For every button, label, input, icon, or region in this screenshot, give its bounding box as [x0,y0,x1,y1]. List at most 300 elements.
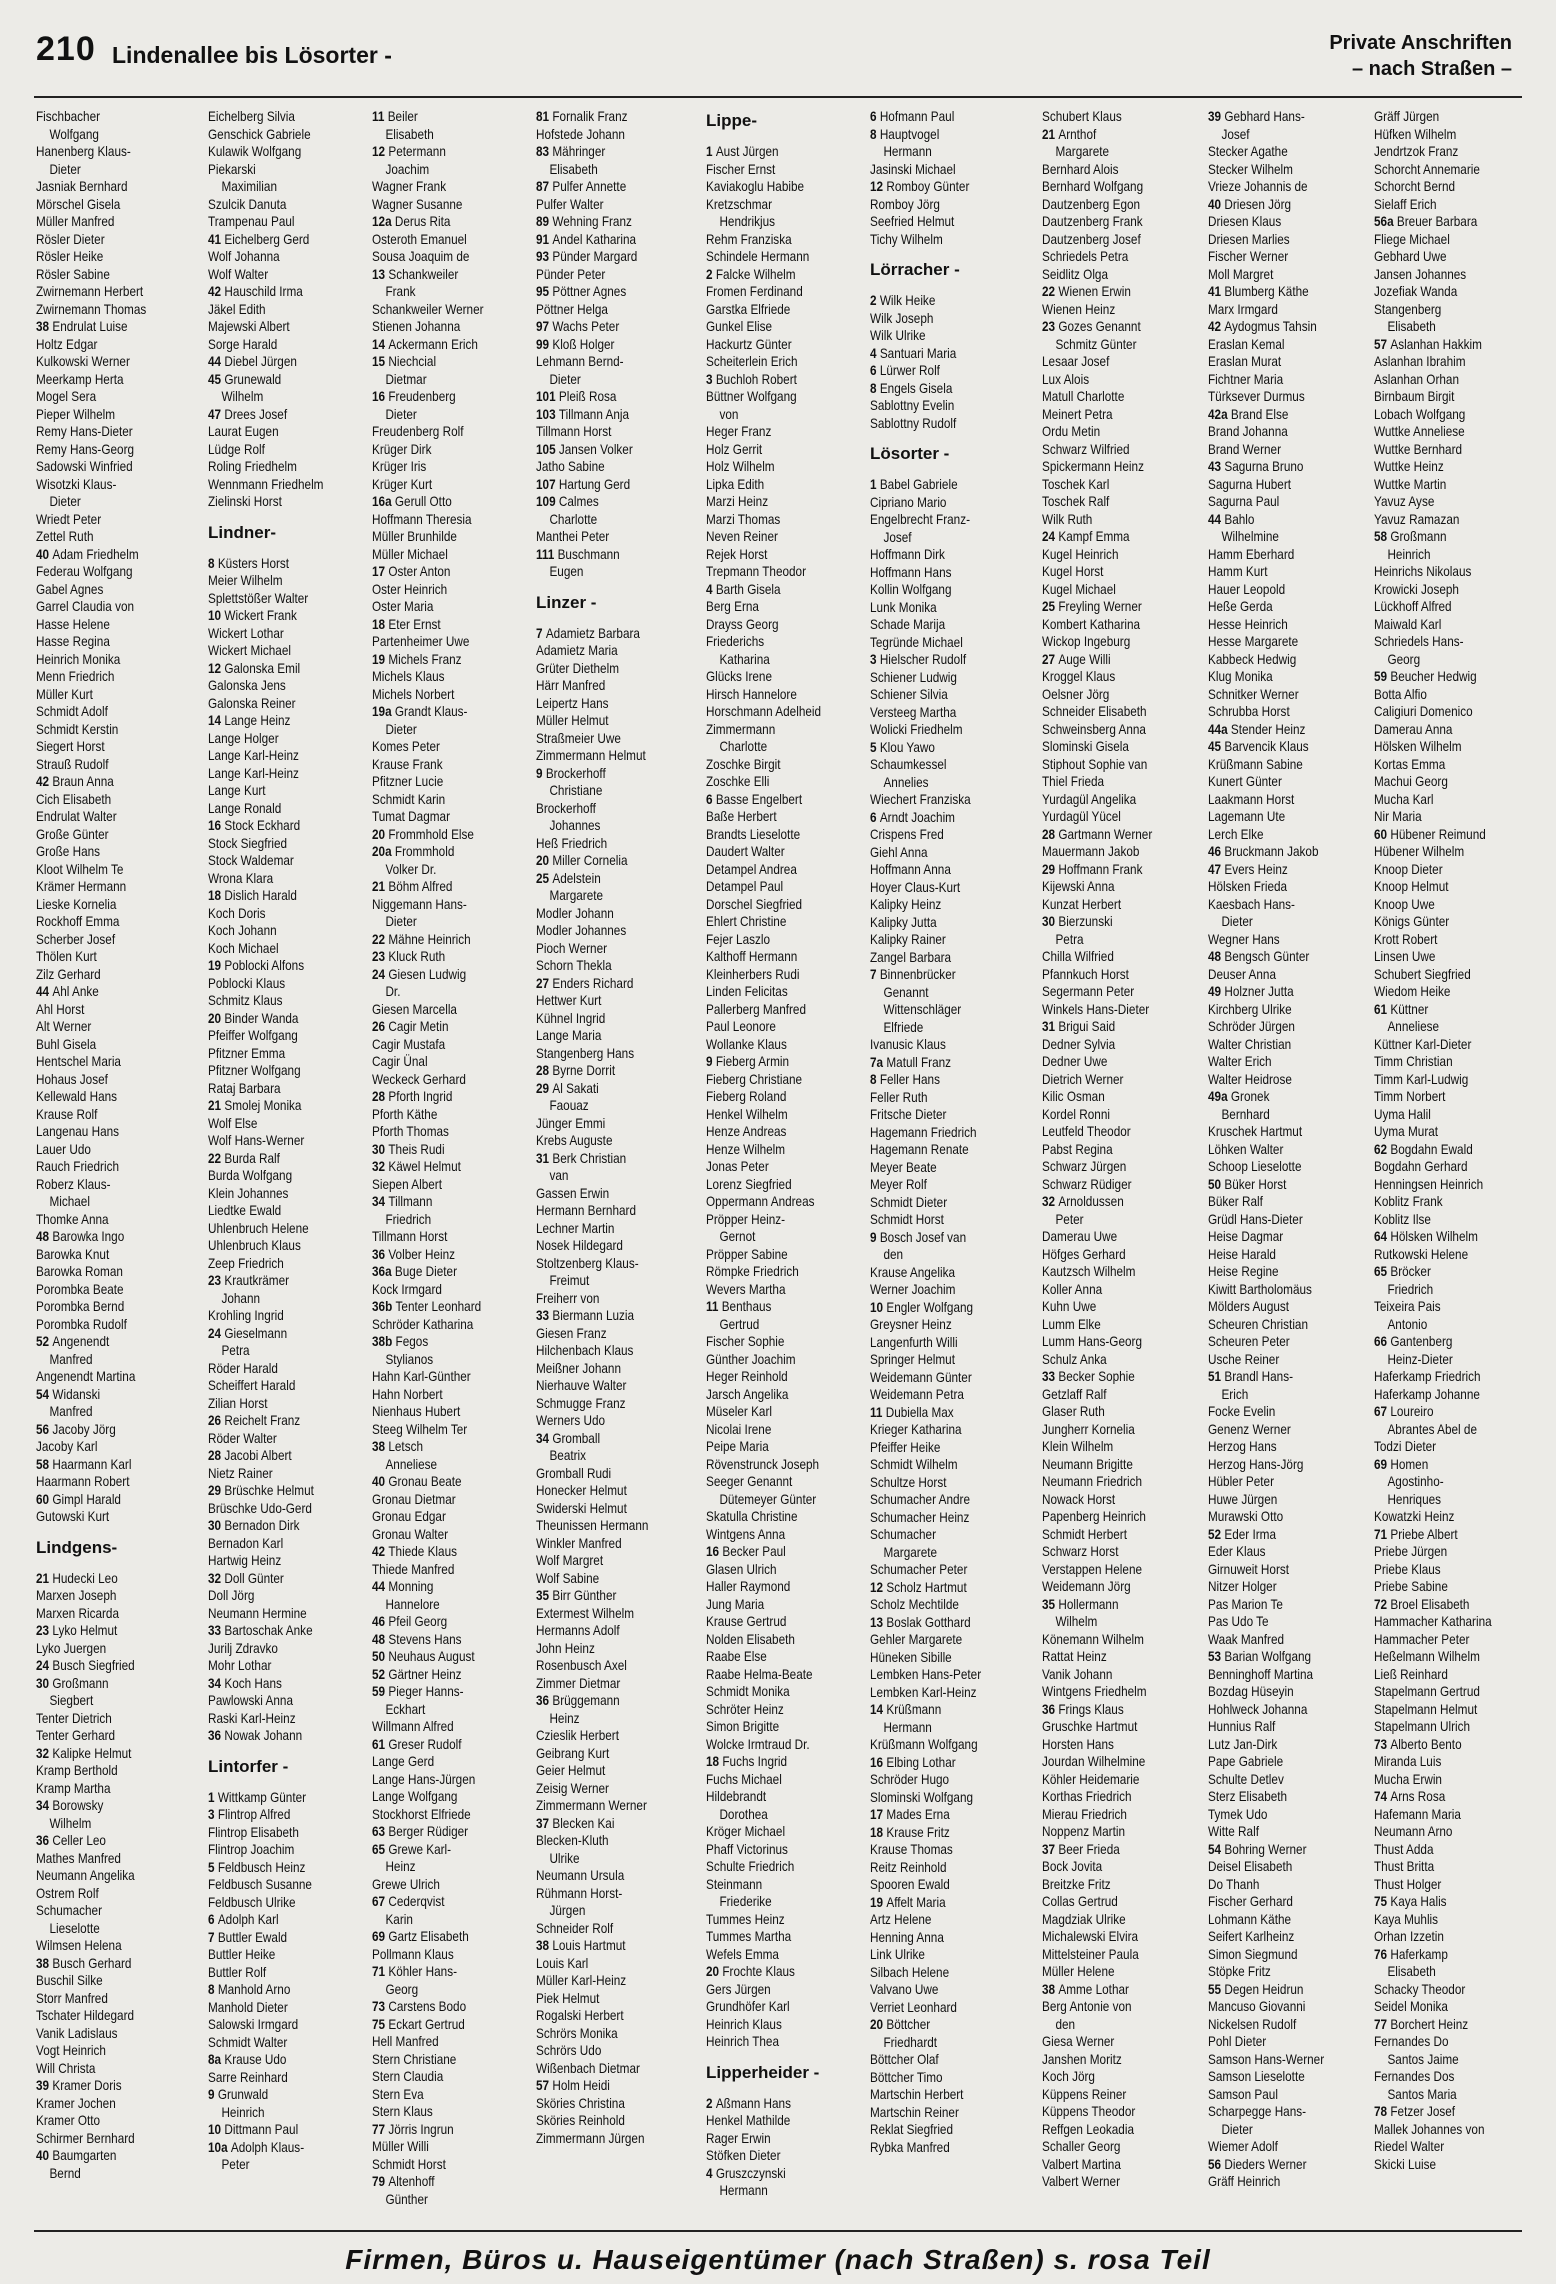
entry-continuation: Hermann [883,143,932,159]
resident-entry: 29 Hoffmann Frank [1042,860,1143,877]
resident-entry: Meißner Johann [536,1359,621,1376]
resident-entry: Tillmann Horst [536,423,612,439]
resident-entry: 23 Gozes Genannt [1042,318,1141,334]
house-number: 51 [1208,1368,1225,1384]
resident-entry: Hohlweck Johanna [1208,1700,1308,1717]
resident-entry: 9 Brockerhoff [536,764,606,781]
entry-continuation: Elisabeth [549,160,598,177]
house-number: 77 [372,2120,389,2137]
resident-entry: Henze Wilhelm [706,1140,786,1157]
resident-entry: Scherber Josef [36,930,116,947]
resident-entry: Winkels Hans-Dieter [1042,1000,1150,1017]
resident-entry: Splettstößer Walter [208,589,309,606]
resident-entry: 10 Wickert Frank [208,607,297,623]
house-number: 3 [706,370,716,387]
resident-entry: 42 Hauschild Irma [208,283,303,299]
house-number: 16a [372,493,395,509]
house-number: 25 [536,869,553,886]
house-number: 67 [1374,1403,1391,1419]
resident-entry: 3 Buchloh Robert [706,370,797,387]
resident-entry: 4 Santuari Maria [870,344,957,361]
directory-column [706,108,868,2200]
resident-entry: Grüdl Hans-Dieter [1208,1210,1303,1227]
resident-entry: 20 Frommhold Else [372,825,474,842]
resident-entry: Brockerhoff [536,799,596,816]
resident-entry: Krüger Kurt [372,475,433,492]
street-heading: Lörracher - [870,260,960,279]
resident-entry: Dorschel Siegfried [706,895,803,912]
spacer [208,1745,370,1754]
resident-entry: 67 Cederqvist [372,1893,445,1909]
resident-entry: Schröter Heinz [706,1700,784,1717]
resident-entry: Mittelsteiner Paula [1042,1945,1139,1962]
resident-entry: Brandts Lieselotte [706,825,801,842]
resident-entry: Piekarski [208,160,256,177]
resident-entry: Ivanusic Klaus [870,1036,946,1052]
entry-continuation: Stylianos [385,1350,434,1367]
house-number: 60 [36,1490,53,1507]
resident-entry: 93 Pünder Margard [536,248,638,264]
resident-entry: Priebe Jürgen [1374,1543,1448,1559]
resident-entry: 25 Adelstein [536,869,601,886]
resident-entry: Kiwitt Bartholomäus [1208,1280,1312,1297]
resident-entry: 32 Arnoldussen [1042,1193,1124,1209]
resident-entry: Huwe Jürgen [1208,1490,1278,1507]
resident-entry: Lumm Elke [1042,1315,1101,1332]
resident-entry: Kaya Muhlis [1374,1910,1439,1927]
resident-entry: Wintgens Anna [706,1525,786,1542]
resident-entry: 23 Lyko Helmut [36,1622,118,1638]
resident-entry: Do Thanh [1208,1875,1260,1892]
resident-entry: Hofstede Johann [536,125,625,142]
resident-entry: Kramp Berthold [36,1762,118,1778]
house-number: 15 [372,353,389,369]
resident-entry: 30 Bierzunski [1042,913,1113,929]
resident-entry: Seidlitz Olga [1042,265,1109,282]
resident-entry: Schmitz Klaus [208,992,283,1008]
house-number: 31 [536,1149,553,1166]
entry-continuation: Dieter [385,913,417,929]
resident-entry: 101 Pleiß Rosa [536,388,617,404]
resident-entry: Gronau Walter [372,1525,449,1542]
resident-entry: 2 Aßmann Hans [706,2094,791,2111]
resident-entry: Tenter Dietrich [36,1709,112,1726]
resident-entry: Thölen Kurt [36,948,97,964]
resident-entry: Zeisig Werner [536,1779,609,1796]
resident-entry: Schrubba Horst [1208,703,1290,719]
house-number: 28 [536,1062,553,1078]
resident-entry: Jendrtzok Franz [1374,143,1459,159]
resident-entry: 37 Blecken Kai [536,1814,615,1831]
house-number: 42 [208,283,225,299]
resident-entry: Buttler Heike [208,1946,276,1962]
resident-entry: Oelsner Jörg [1042,685,1110,702]
resident-entry: 34 Borowsky [36,1797,104,1813]
house-number: 36 [536,1692,553,1708]
resident-entry: Valbert Martina [1042,2155,1121,2172]
resident-entry: Segermann Peter [1042,983,1135,999]
house-number: 30 [372,1140,389,1157]
resident-entry: Hildebrandt [706,1788,767,1804]
resident-entry: Driesen Klaus [1208,213,1282,229]
resident-entry: Schoop Lieselotte [1208,1158,1302,1174]
resident-entry: Uhlenbruch Klaus [208,1237,301,1253]
resident-entry: Buhl Gisela [36,1035,97,1052]
resident-entry: Getzlaff Ralf [1042,1385,1107,1402]
resident-entry: Hermanns Adolf [536,1622,620,1638]
entry-continuation: Georg [1387,650,1421,667]
resident-entry: Tschater Hildegard [36,2007,135,2023]
resident-entry: Laakmann Horst [1208,790,1295,807]
resident-entry: Zettel Ruth [36,528,94,544]
resident-entry: Seefried Helmut [870,213,955,229]
resident-entry: Grundhöfer Karl [706,1998,790,2014]
resident-entry: Römpke Friedrich [706,1263,799,1279]
resident-entry: 8a Krause Udo [208,2051,287,2067]
resident-entry: 20a Frommhold [372,843,455,859]
house-number: 9 [536,764,546,781]
resident-entry: Tummes Heinz [706,1910,785,1927]
resident-entry: Pröpper Sabine [706,1245,788,1262]
house-number: 26 [208,1412,225,1428]
resident-entry: Miranda Luis [1374,1753,1442,1769]
resident-entry: 52 Eder Irma [1208,1525,1276,1542]
resident-entry: Heßelmann Wilhelm [1374,1648,1480,1664]
resident-entry: 9 Bosch Josef van [870,1228,967,1245]
resident-entry: Martschin Reiner [870,2103,959,2120]
resident-entry: Nickelsen Rudolf [1208,2015,1297,2032]
resident-entry: 21 Böhm Alfred [372,878,453,894]
house-number: 38 [36,318,53,334]
resident-entry: Bogdahn Gerhard [1374,1158,1468,1174]
resident-entry: 74 Arns Rosa [1374,1788,1446,1804]
resident-entry: Weidemann Jörg [1042,1578,1131,1594]
resident-entry: Müller Kurt [36,685,93,702]
resident-entry: 73 Alberto Bento [1374,1735,1462,1752]
resident-entry: Heger Reinhold [706,1368,788,1384]
resident-entry: Henkel Mathilde [706,2112,791,2128]
resident-entry: 30 Theis Rudi [372,1140,445,1157]
resident-entry: 62 Bogdahn Ewald [1374,1140,1473,1157]
resident-entry: Sköries Reinhold [536,2112,625,2128]
entry-continuation: den [1055,2015,1076,2032]
resident-entry: Rösler Sabine [36,265,110,282]
resident-entry: 17 Mades Erna [870,1806,950,1822]
resident-entry: Rösler Heike [36,248,104,264]
resident-entry: Kellewald Hans [36,1088,118,1104]
resident-entry: Müller Manfred [36,213,115,229]
resident-entry: Schröder Jürgen [1208,1018,1295,1034]
resident-entry: Müller Willi [372,2138,429,2154]
resident-entry: 18 Krause Fritz [870,1823,950,1840]
resident-entry: Nowack Horst [1042,1490,1116,1507]
resident-entry: Rager Erwin [706,2129,771,2146]
resident-entry: Siegert Horst [36,738,105,754]
resident-entry: Ostrem Rolf [36,1884,99,1901]
house-number: 14 [208,712,225,728]
resident-entry: Feller Ruth [870,1088,928,1105]
resident-entry: 33 Becker Sophie [1042,1368,1135,1384]
resident-entry: Schorn Thekla [536,957,612,973]
resident-entry: Hasse Helene [36,615,110,632]
house-number: 20 [870,2016,887,2032]
resident-entry: Scheiffert Harald [208,1377,296,1393]
resident-entry: Lauer Udo [36,1140,91,1157]
resident-entry: 45 Grunewald [208,370,282,387]
house-number: 20a [372,843,395,859]
house-number: 7 [870,966,880,982]
resident-entry: 99 Kloß Holger [536,335,615,352]
resident-entry: Pabst Regina [1042,1140,1113,1157]
resident-entry: 12 Petermann [372,143,446,159]
resident-entry: Schindele Hermann [706,248,810,264]
entry-continuation: Genannt [883,983,929,1000]
resident-entry: Krämer Hermann [36,878,127,894]
resident-entry: Hüfken Wilhelm [1374,125,1457,142]
resident-entry: Galonska Jens [208,677,286,693]
resident-entry: Fichtner Maria [1208,370,1284,387]
resident-entry: Haarmann Robert [36,1473,130,1489]
entry-continuation: Joachim [385,160,430,177]
resident-entry: Fejer Laszlo [706,930,771,947]
house-number: 1 [706,143,716,159]
resident-entry: Rehm Franziska [706,230,792,247]
resident-entry: Zoschke Elli [706,773,770,789]
resident-entry: Angenendt Martina [36,1368,136,1384]
resident-entry: Botta Alfio [1374,685,1427,702]
entry-continuation: Henriques [1387,1490,1442,1507]
resident-entry: Röder Harald [208,1359,278,1376]
resident-entry: Härr Manfred [536,677,606,693]
resident-entry: 38 Endrulat Luise [36,318,128,334]
resident-entry: Steeg Wilhelm Ter [372,1420,468,1437]
resident-entry: 24 Busch Siegfried [36,1657,135,1673]
resident-entry: 61 Küttner [1374,1000,1429,1017]
resident-entry: Lipka Edith [706,475,765,492]
house-number: 23 [1042,318,1059,334]
resident-entry: Nienhaus Hubert [372,1403,461,1419]
entry-continuation: Anneliese [385,1455,438,1472]
resident-entry: Fischer Gerhard [1208,1893,1293,1909]
resident-entry: Blecken-Kluth [536,1832,609,1848]
resident-entry: Michels Klaus [372,668,445,684]
directory-columns [36,108,1520,2238]
entry-continuation: Heinrich [221,2103,265,2120]
resident-entry: Priebe Sabine [1374,1578,1448,1594]
resident-entry: 36 Nowak Johann [208,1727,303,1743]
resident-entry: Matull Charlotte [1042,388,1125,404]
resident-entry: Caligiuri Domenico [1374,703,1473,719]
resident-entry: Schwarz Jürgen [1042,1158,1127,1174]
resident-entry: Geibrang Kurt [536,1744,610,1761]
entry-continuation: Heinz-Dieter [1387,1350,1453,1367]
house-number: 12 [870,178,887,194]
resident-entry: Krüger Iris [372,458,427,474]
resident-entry: Wuttke Martin [1374,475,1447,492]
resident-entry: Siepen Albert [372,1175,442,1192]
house-number: 20 [372,825,389,842]
resident-entry: 69 Homen [1374,1455,1429,1472]
house-number: 99 [536,335,553,352]
resident-entry: Leipertz Hans [536,694,609,711]
resident-entry: Jonas Peter [706,1158,769,1174]
resident-entry: Pfeiffer Wolfgang [208,1027,298,1043]
resident-entry: Meyer Rolf [870,1176,927,1192]
resident-entry: Pröpper Heinz- [706,1210,786,1227]
resident-entry: Rauch Friedrich [36,1158,120,1174]
resident-entry: Hauer Leopold [1208,580,1286,597]
resident-entry: Scholz Mechtilde [870,1596,959,1612]
resident-entry: Berg Antonie von [1042,1998,1132,2014]
resident-entry: 16 Becker Paul [706,1543,786,1559]
resident-entry: 22 Wienen Erwin [1042,283,1131,299]
resident-entry: Extermest Wilhelm [536,1604,635,1621]
house-number: 33 [536,1307,553,1323]
resident-entry: 53 Barian Wolfgang [1208,1648,1312,1664]
house-number: 29 [208,1482,225,1498]
resident-entry: 40 Baumgarten [36,2147,117,2163]
resident-entry: Stern Claudia [372,2068,444,2084]
resident-entry: 6 Basse Engelbert [706,790,803,807]
resident-entry: Noppenz Martin [1042,1823,1126,1839]
resident-entry: Papenberg Heinrich [1042,1508,1146,1524]
resident-entry: Zilz Gerhard [36,965,101,982]
entry-continuation: Santos Maria [1387,2085,1457,2102]
house-number: 7 [208,1928,218,1945]
resident-entry: 22 Burda Ralf [208,1149,280,1166]
resident-entry: Wuttke Bernhard [1374,440,1463,457]
directory-column [1208,108,1370,2191]
house-number: 12 [372,143,389,159]
resident-entry: Laurat Eugen [208,423,279,439]
house-number: 21 [372,878,389,894]
resident-entry: Henningsen Heinrich [1374,1175,1484,1192]
resident-entry: Zimmermann [706,720,776,737]
resident-entry: Sagurna Paul [1208,493,1280,509]
resident-entry: 40 Adam Friedhelm [36,545,139,562]
resident-entry: Böttcher Olaf [870,2051,939,2067]
resident-entry: Ließ Reinhard [1374,1665,1448,1682]
house-number: 52 [1208,1525,1225,1542]
resident-entry: Schmidt Horst [372,2155,446,2172]
resident-entry: Lange Maria [536,1027,602,1043]
resident-entry: Barowka Knut [36,1245,110,1262]
resident-entry: Zielinski Horst [208,493,282,509]
resident-entry: Nicolai Irene [706,1420,772,1437]
resident-entry: Burda Wolfgang [208,1167,293,1183]
resident-entry: Lyko Juergen [36,1639,107,1656]
resident-entry: Marxen Joseph [36,1587,117,1603]
resident-entry: 7a Matull Franz [870,1053,952,1070]
resident-entry: Linden Felicitas [706,983,788,999]
header-right-line1: Private Anschriften [1329,32,1512,54]
house-number: 105 [536,440,559,457]
house-number: 13 [870,1613,887,1630]
resident-entry: Seifert Karlheinz [1208,1928,1295,1944]
resident-entry: Kuhn Uwe [1042,1298,1097,1314]
resident-entry: Sköries Christina [536,2094,625,2111]
house-number: 2 [706,265,716,282]
resident-entry: Koller Anna [1042,1280,1103,1297]
resident-entry: John Heinz [536,1639,595,1656]
house-number: 57 [536,2077,553,2093]
resident-entry: Stöfken Dieter [706,2147,781,2163]
resident-entry: 32 Kalipke Helmut [36,1744,132,1761]
resident-entry: Roberz Klaus- [36,1175,111,1192]
house-number: 14 [870,1701,887,1717]
resident-entry: 44 Ahl Anke [36,983,99,999]
street-heading: Lindgens- [36,1537,118,1557]
house-number: 24 [372,965,389,982]
resident-entry: Kretzschmar [706,195,773,212]
resident-entry: Winkler Manfred [536,1534,622,1551]
resident-entry: Bernadon Karl [208,1534,284,1551]
house-number: 38 [536,1937,553,1953]
entry-continuation: Johannes [549,817,601,833]
house-number: 32 [372,1158,389,1174]
resident-entry: Detampel Andrea [706,860,797,877]
resident-entry: Sarre Reinhard [208,2068,288,2085]
resident-entry: Stangenberg [1374,300,1442,317]
resident-entry: Hüneken Sibille [870,1648,952,1665]
resident-entry: Mathes Manfred [36,1849,121,1866]
resident-entry: Kugel Horst [1042,563,1104,579]
resident-entry: Schiener Silvia [870,686,948,702]
resident-entry: Eraslan Murat [1208,353,1282,369]
house-number: 91 [536,230,553,247]
house-number: 67 [372,1893,389,1909]
resident-entry: Honecker Helmut [536,1482,627,1498]
resident-entry: Kugel Heinrich [1042,545,1119,562]
house-number: 58 [1374,528,1391,544]
resident-entry: Martschin Herbert [870,2086,964,2102]
resident-entry: Köhler Heidemarie [1042,1770,1140,1787]
entry-continuation: Dieter [1221,913,1253,929]
resident-entry: 34 Gromball [536,1429,601,1446]
resident-entry: Kaesbach Hans- [1208,895,1295,912]
house-number: 29 [1042,860,1059,877]
resident-entry: 81 Fornalik Franz [536,108,628,124]
entry-continuation: Bernd [49,2164,81,2181]
resident-entry: 45 Barvencik Klaus [1208,738,1309,754]
resident-entry: Thust Adda [1374,1840,1434,1857]
resident-entry: Schorcht Annemarie [1374,160,1480,177]
resident-entry: Simon Siegmund [1208,1945,1298,1962]
resident-entry: Breitzke Fritz [1042,1875,1111,1892]
house-number: 40 [372,1473,389,1489]
resident-entry: Vanik Ladislaus [36,2024,118,2041]
directory-column [870,108,1032,2156]
resident-entry: Porombka Beate [36,1280,124,1297]
entry-continuation: Elfriede [883,1018,924,1035]
resident-entry: Heinrichs Nikolaus [1374,563,1472,579]
resident-entry: Brand Johanna [1208,423,1288,439]
resident-entry: Piek Helmut [536,1989,600,2006]
resident-entry: 21 Hudecki Leo [36,1569,118,1586]
resident-entry: Pforth Thomas [372,1123,449,1139]
resident-entry: Witte Ralf [1208,1823,1259,1839]
entry-continuation: Margarete [549,887,604,903]
resident-entry: Zeep Friedrich [208,1254,284,1271]
resident-entry: Machui Georg [1374,773,1448,789]
resident-entry: Lange Kurt [208,782,266,798]
resident-entry: 103 Tillmann Anja [536,405,630,422]
resident-entry: Walter Erich [1208,1053,1272,1069]
resident-entry: 30 Bernadon Dirk [208,1517,300,1533]
resident-entry: Stapelmann Gertrud [1374,1683,1480,1699]
resident-entry: Stöpke Fritz [1208,1963,1271,1979]
entry-continuation: Heinz [549,1709,580,1726]
